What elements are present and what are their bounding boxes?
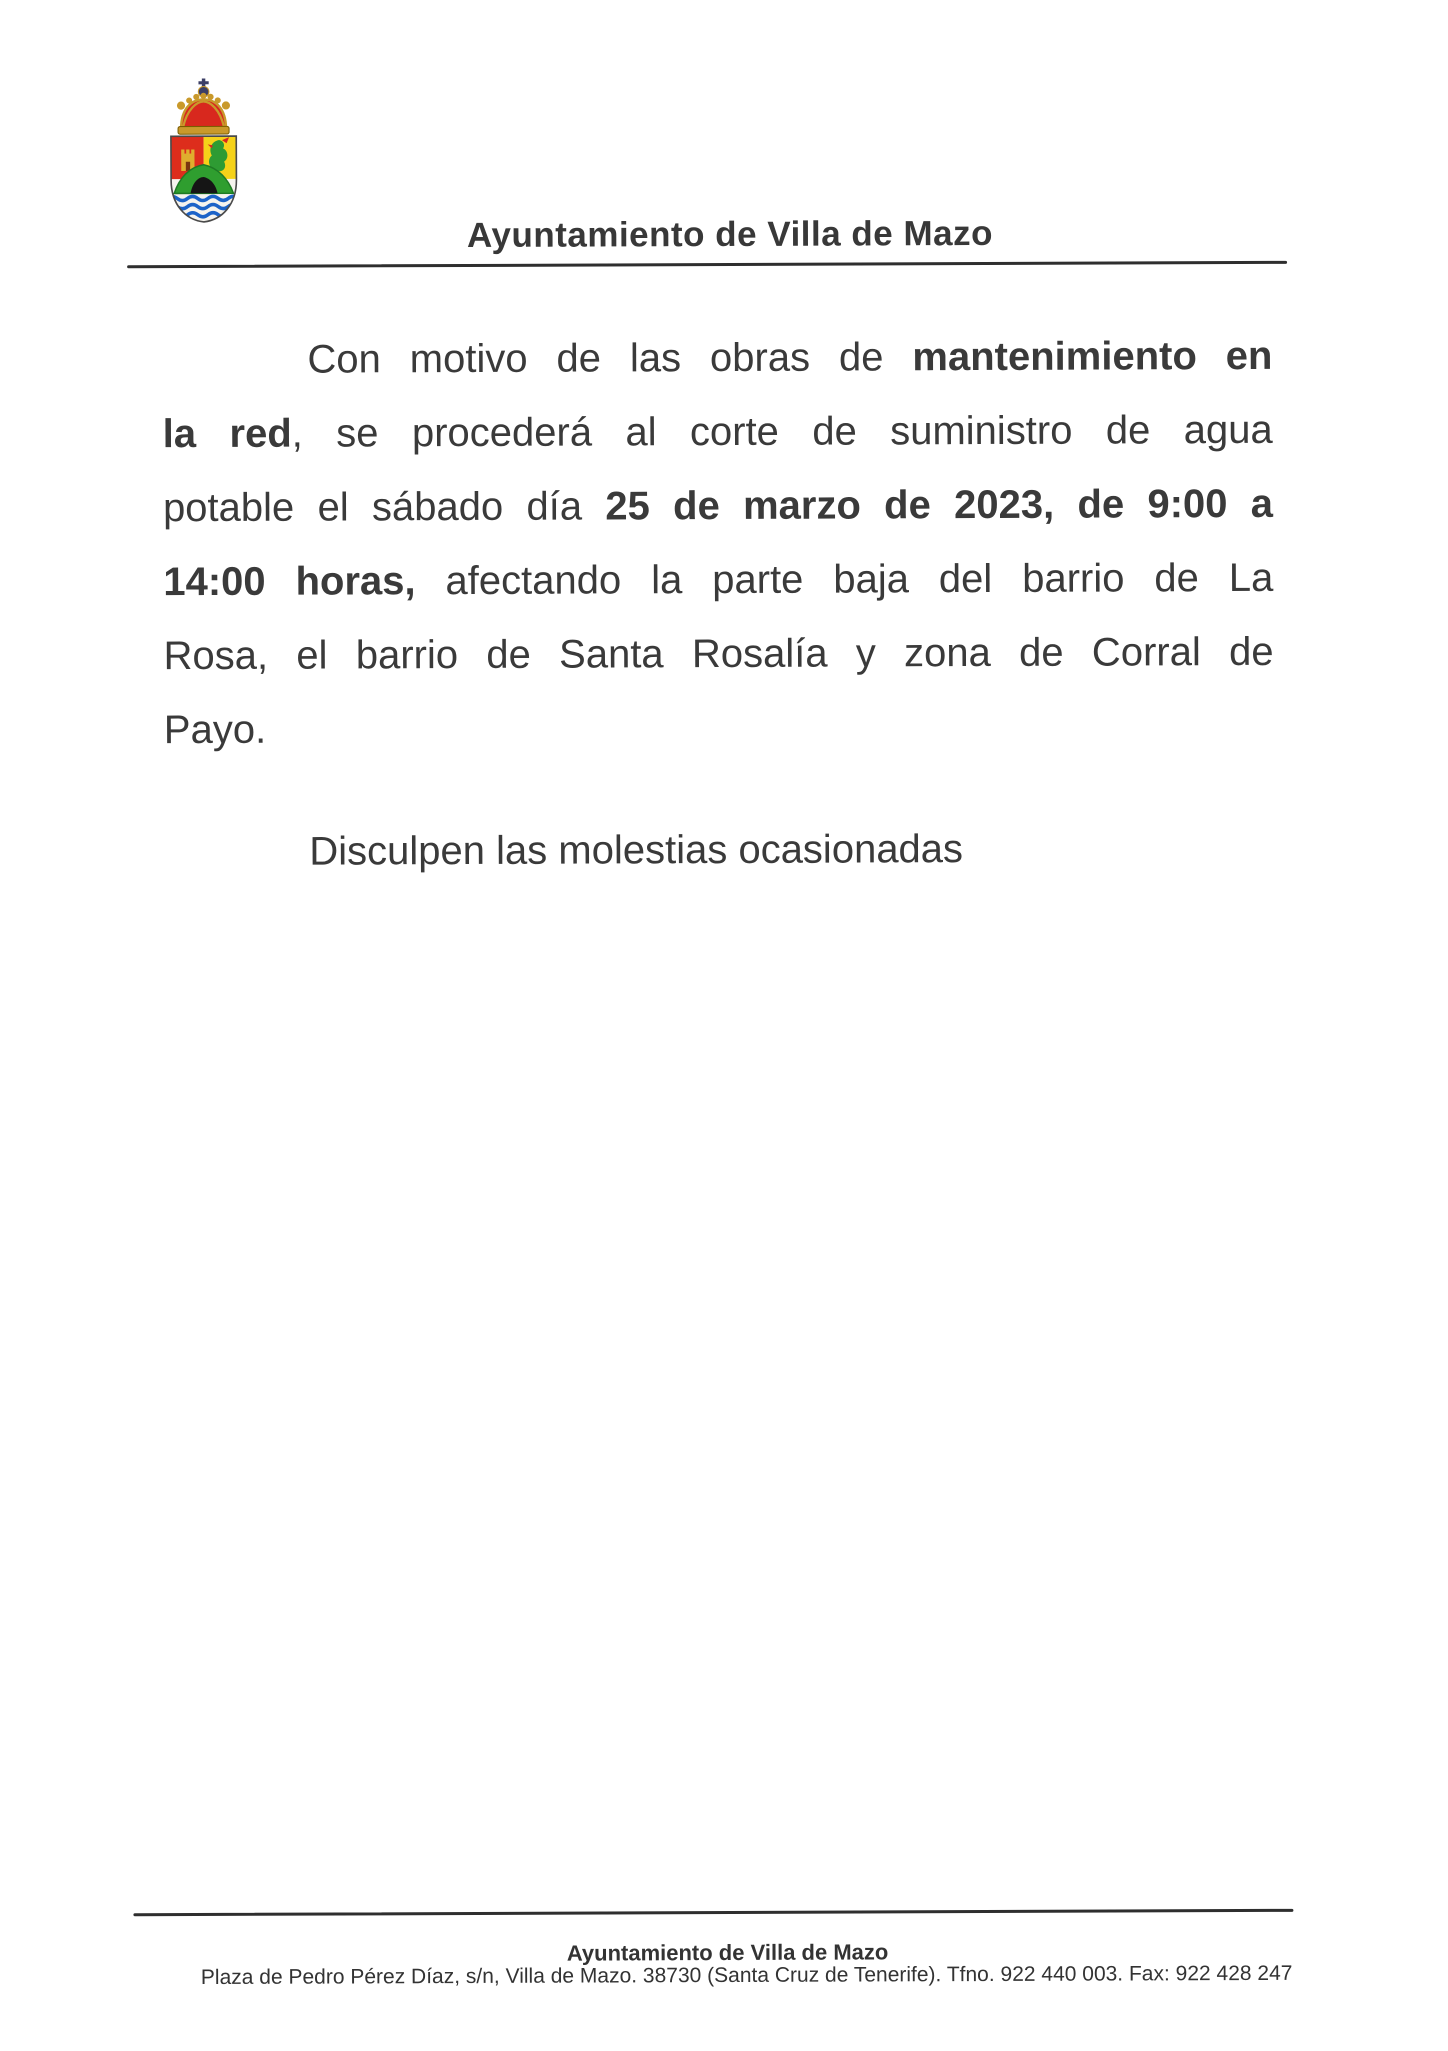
notice-body xyxy=(162,319,1274,767)
crest-crown xyxy=(177,93,230,135)
notice-line: 14:00 horas, afectando la parte baja del barrio de La xyxy=(163,555,1274,605)
notice-line: Payo. xyxy=(163,707,267,753)
crest-tower xyxy=(181,149,194,170)
crest-shield xyxy=(167,136,239,222)
footer-rule xyxy=(133,1909,1293,1916)
coat-of-arms-icon xyxy=(158,78,249,226)
footer-address: Plaza de Pedro Pérez Díaz, s/n, Villa de Mazo. 38730 (Santa Cruz de Tenerife). Tfno. 922 440 003. Fax: 922 428 247 xyxy=(200,1961,1293,1990)
header-title: Ayuntamiento de Villa de Mazo xyxy=(466,213,994,255)
notice-line: Rosa, el barrio de Santa Rosalía y zona de Corral de xyxy=(163,629,1274,679)
closing-line: Disculpen las molestias ocasionadas xyxy=(309,827,964,874)
footer-title: Ayuntamiento de Villa de Mazo xyxy=(566,1939,889,1966)
header-rule xyxy=(127,261,1287,268)
notice-line: potable el sábado día 25 de marzo de 2023, de 9:00 a xyxy=(162,481,1274,531)
notice-line: Con motivo de las obras de mantenimiento en xyxy=(307,333,1273,382)
notice-line: la red, se procederá al corte de suministro de agua xyxy=(162,407,1273,457)
